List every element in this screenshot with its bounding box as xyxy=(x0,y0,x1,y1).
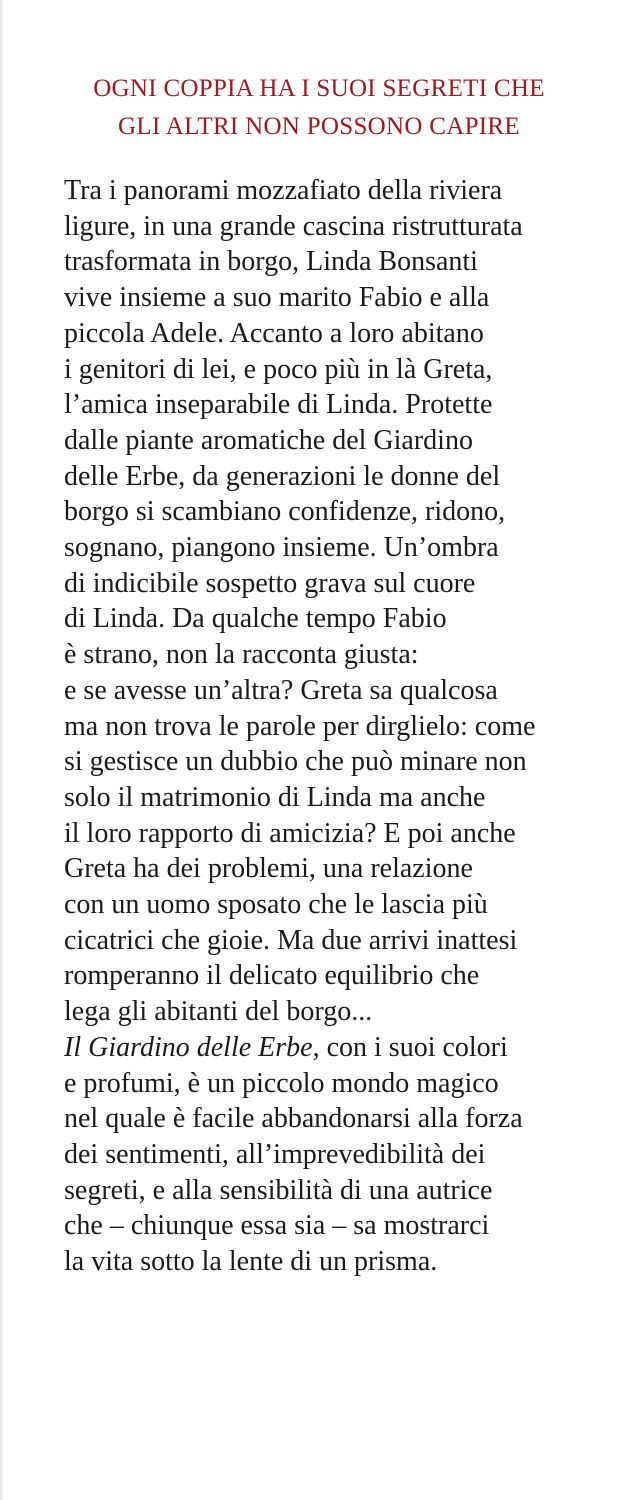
title-suffix: , con i suoi colori xyxy=(312,1031,508,1063)
synopsis-line: e se avesse un’altra? Greta sa qualcosa xyxy=(64,674,498,706)
synopsis-line: nel quale è facile abbandonarsi alla forza xyxy=(64,1103,523,1135)
synopsis-line: si gestisce un dubbio che può minare non xyxy=(64,746,527,778)
synopsis-line: i genitori di lei, e poco più in là Greta, xyxy=(64,353,493,385)
page-edge-shadow xyxy=(0,0,4,1500)
headline xyxy=(40,70,598,146)
synopsis-line: Greta ha dei problemi, una relazione xyxy=(64,853,473,885)
synopsis-line: piccola Adele. Accanto a loro abitano xyxy=(64,317,484,349)
synopsis-line: vive insieme a suo marito Fabio e alla xyxy=(64,282,490,314)
synopsis-line: dalle piante aromatiche del Giardino xyxy=(64,424,473,456)
synopsis-line: ma non trova le parole per dirglielo: come xyxy=(64,710,536,742)
synopsis-line: è strano, non la racconta giusta: xyxy=(64,639,419,671)
synopsis-line: solo il matrimonio di Linda ma anche xyxy=(64,781,486,813)
synopsis-line: sognano, piangono insieme. Un’ombra xyxy=(64,532,499,564)
headline-line: GLI ALTRI NON POSSONO CAPIRE xyxy=(118,113,520,140)
synopsis xyxy=(64,173,624,1280)
synopsis-line: che – chiunque essa sia – sa mostrarci xyxy=(64,1210,490,1242)
synopsis-line: con un uomo sposato che le lascia più xyxy=(64,889,488,921)
synopsis-line: la vita sotto la lente di un prisma. xyxy=(64,1246,438,1278)
synopsis-line: il loro rapporto di amicizia? E poi anche xyxy=(64,817,516,849)
synopsis-line: ligure, in una grande cascina ristrutturata xyxy=(64,210,523,242)
synopsis-line: romperanno il delicato equilibrio che xyxy=(64,960,480,992)
synopsis-line: di indicibile sospetto grava sul cuore xyxy=(64,567,476,599)
synopsis-title-line xyxy=(64,1030,624,1066)
synopsis-line: Tra i panorami mozzafiato della riviera xyxy=(64,175,503,206)
synopsis-line: segreti, e alla sensibilità di una autrice xyxy=(64,1174,493,1206)
synopsis-line: lega gli abitanti del borgo... xyxy=(64,996,373,1028)
synopsis-line: e profumi, è un piccolo mondo magico xyxy=(64,1067,499,1099)
synopsis-line: l’amica inseparabile di Linda. Protette xyxy=(64,389,493,421)
synopsis-line: cicatrici che gioie. Ma due arrivi inattesi xyxy=(64,924,518,956)
headline-line: OGNI COPPIA HA I SUOI SEGRETI CHE xyxy=(93,75,545,102)
synopsis-line: di Linda. Da qualche tempo Fabio xyxy=(64,603,447,635)
synopsis-line: dei sentimenti, all’imprevedibilità dei xyxy=(64,1138,486,1170)
synopsis-line: trasformata in borgo, Linda Bonsanti xyxy=(64,246,478,278)
synopsis-line: delle Erbe, da generazioni le donne del xyxy=(64,460,501,492)
synopsis-line: borgo si scambiano confidenze, ridono, xyxy=(64,496,506,528)
book-title: Il Giardino delle Erbe xyxy=(64,1031,313,1063)
